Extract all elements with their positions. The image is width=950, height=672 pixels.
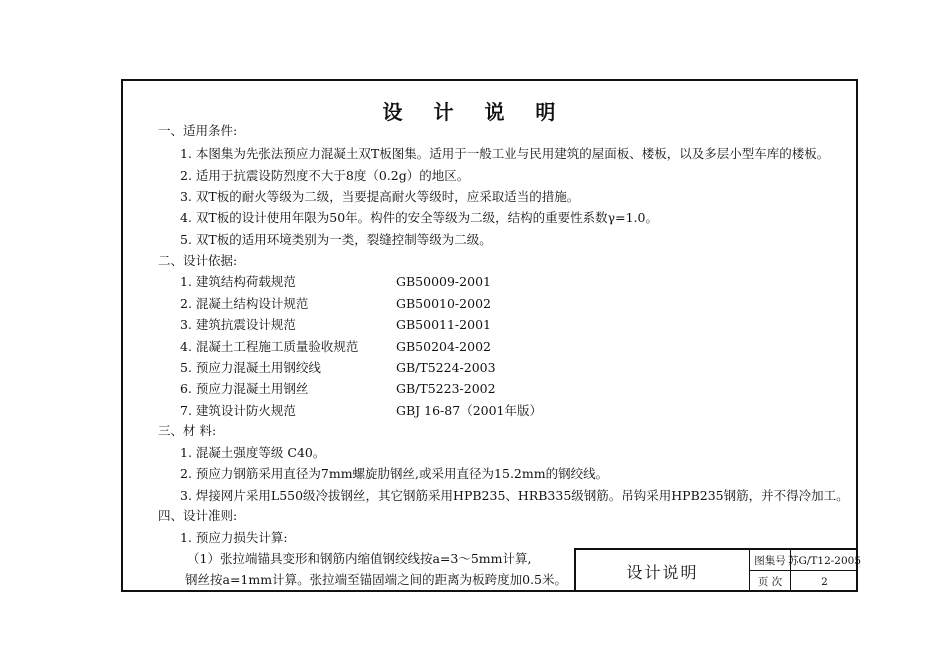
list-item: 4. 双T板的设计使用年限为50年。构件的安全等级为二级，结构的重要性系数γ=1.0。 (180, 210, 658, 225)
standard-code: GB50011-2001 (396, 317, 491, 332)
list-item: 1. 预应力损失计算: (180, 530, 288, 545)
list-item: 2. 适用于抗震设防烈度不大于8度（0.2g）的地区。 (180, 168, 470, 183)
list-item: 3. 焊接网片采用L550级冷拔钢丝，其它钢筋采用HPB235、HRB335级钢筋。吊钩采用HPB235钢筋，并不得冷加工。 (180, 488, 849, 503)
standard-name: 6. 预应力混凝土用钢丝 (180, 381, 309, 396)
page-number: 2 (821, 575, 828, 588)
section-heading: 二、设计依据: (158, 253, 238, 268)
list-item: 5. 双T板的适用环境类别为一类，裂缝控制等级为二级。 (180, 232, 492, 247)
standard-name: 1. 建筑结构荷载规范 (180, 274, 296, 289)
standard-name: 5. 预应力混凝土用钢绞线 (180, 360, 321, 375)
section-heading: 四、设计准则: (158, 508, 238, 523)
list-item: 钢丝按a=1mm计算。张拉端至锚固端之间的距离为板跨度加0.5米。 (185, 572, 567, 587)
page-label: 页 次 (757, 576, 783, 588)
standard-code: GB/T5224-2003 (396, 360, 496, 375)
standard-name: 3. 建筑抗震设计规范 (180, 317, 296, 332)
list-item: 1. 混凝土强度等级 C40。 (180, 445, 326, 460)
list-item: 1. 本图集为先张法预应力混凝土双T板图集。适用于一般工业与民用建筑的屋面板、楼板，以及多层小型车库的楼板。 (180, 146, 830, 161)
standard-code: GB50204-2002 (396, 339, 491, 354)
atlas-number-label: 图集号 (754, 554, 786, 567)
list-item: 3. 双T板的耐火等级为二级，当要提高耐火等级时，应采取适当的措施。 (180, 189, 580, 204)
standard-name: 4. 混凝土工程施工质量验收规范 (180, 339, 359, 354)
drawing-name: 设计说明 (626, 562, 699, 582)
title-block (574, 548, 862, 592)
list-item: 2. 预应力钢筋采用直径为7mm螺旋肋钢丝,或采用直径为15.2mm的钢绞线。 (180, 466, 609, 481)
page-title: 设 计 说 明 (382, 100, 568, 124)
standard-code: GBJ 16-87（2001年版） (396, 403, 543, 418)
standard-code: GB50009-2001 (396, 274, 491, 289)
section-heading: 一、适用条件: (158, 123, 238, 138)
atlas-number-value: 苏G/T12-2005 (787, 554, 862, 567)
standard-name: 2. 混凝土结构设计规范 (180, 296, 309, 311)
standard-code: GB/T5223-2002 (396, 381, 496, 396)
standard-code: GB50010-2002 (396, 296, 491, 311)
list-item: （1）张拉端锚具变形和钢筋内缩值钢绞线按a=3～5mm计算, (187, 551, 532, 566)
section-heading: 三、材 料: (158, 423, 217, 438)
standard-name: 7. 建筑设计防火规范 (180, 403, 296, 418)
